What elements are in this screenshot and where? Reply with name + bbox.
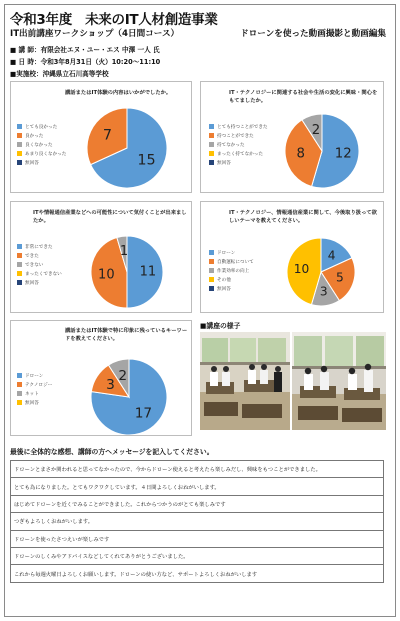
pie-chart-5 (91, 359, 167, 435)
survey-card-2 (200, 81, 384, 193)
course-name: IT出前講座ワークショップ（4日間コース） (10, 29, 180, 39)
legend-item (17, 260, 62, 269)
legend-swatch (209, 133, 214, 138)
legend-item (17, 158, 66, 167)
pie-value-label: 10 (293, 262, 310, 277)
comment-row: ドローンとまさか関われると思ってなかったので、今からドローン使えると考えたら楽しみだし、興味をもつことができました。 (11, 461, 383, 478)
legend-label: テクノロジー (25, 382, 53, 388)
pie-value-label: 5 (336, 270, 344, 285)
legend-swatch (209, 124, 214, 129)
legend-swatch (209, 277, 214, 282)
pie-value-label: 3 (319, 284, 328, 299)
comment-row: これから毎週火曜日よろしくお願いします。ドローンの使い方など、サポートよろしくおねがいします (11, 565, 383, 582)
legend-swatch (17, 280, 22, 285)
legend-label: できた (25, 253, 39, 259)
pie-value-label: 7 (102, 127, 113, 144)
pie-value-label: 11 (139, 264, 157, 280)
legend-swatch (17, 142, 22, 147)
legend-label: 良かった (25, 133, 44, 139)
legend-item (17, 389, 52, 398)
legend-item (17, 140, 66, 149)
legend-label: ドローン (217, 250, 236, 256)
legend-item (17, 251, 62, 260)
legend-swatch (209, 142, 214, 147)
legend-item (209, 284, 254, 293)
pie-chart-1 (87, 108, 167, 188)
legend-swatch (17, 133, 22, 138)
photos-heading: ■講座の様子 (200, 322, 241, 330)
comment-row: ドローンを使ったさつえいが楽しみです (11, 531, 383, 548)
legend-swatch (209, 286, 214, 291)
legend-swatch (17, 400, 22, 405)
legend-label: 自動運転について (217, 259, 254, 265)
legend-2 (209, 122, 268, 167)
legend-label: ネット (25, 391, 39, 397)
survey-question-5: 講話またはIT体験で特に印象に残っているキーワードを教えてください。 (65, 328, 188, 343)
legend-swatch (209, 268, 214, 273)
classroom-photo-2 (292, 332, 386, 430)
legend-swatch (17, 382, 22, 387)
pie-chart-3 (91, 236, 163, 308)
legend-swatch (17, 160, 22, 165)
legend-label: 持つことができた (217, 133, 254, 139)
legend-swatch (17, 262, 22, 267)
legend-item (17, 278, 62, 287)
legend-swatch (17, 271, 22, 276)
legend-5 (17, 371, 52, 407)
pie-value-label: 3 (106, 377, 115, 394)
pie-value-label: 12 (334, 146, 352, 162)
legend-label: ドローン (25, 373, 44, 379)
survey-card-5 (10, 320, 192, 436)
survey-question-3: ITや情報通信産業などへの可能性について気付くことが出来ましたか。 (33, 210, 187, 225)
pie-value-label: 2 (118, 367, 128, 384)
course-theme: ドローンを使った動画撮影と動画編集 (240, 29, 386, 39)
legend-label: 無回答 (25, 400, 39, 406)
legend-item (209, 257, 254, 266)
legend-label: 良くなかった (25, 142, 53, 148)
course-line (10, 27, 386, 39)
survey-question-4: IT・テクノロジー、情報通信産業に関して、今後取り扱って欲しいテーマを教えてください。 (229, 210, 377, 225)
legend-1 (17, 122, 66, 167)
legend-swatch (17, 391, 22, 396)
legend-label: その他 (217, 277, 231, 283)
legend-label: 作業効率の向上 (217, 268, 250, 274)
legend-swatch (17, 151, 22, 156)
legend-label: 持てなかった (217, 142, 245, 148)
legend-swatch (17, 124, 22, 129)
legend-item (17, 380, 52, 389)
legend-label: 無回答 (217, 160, 231, 166)
pie-value-label: 15 (137, 152, 156, 169)
school-line: ■実施校：沖縄県立石川高等学校 (10, 70, 109, 78)
pie-value-label: 2 (311, 122, 321, 138)
pie-value-label: 17 (134, 405, 153, 422)
legend-swatch (209, 259, 214, 264)
legend-3 (17, 242, 62, 287)
classroom-photo-1 (200, 332, 290, 430)
legend-item (209, 122, 268, 131)
legend-swatch (209, 151, 214, 156)
comment-row: はじめてドローンを近くでみることができました。これからつかうのがとても楽しみです (11, 496, 383, 513)
legend-label: 無回答 (25, 160, 39, 166)
legend-label: あまり良くなかった (25, 151, 67, 157)
pie-chart-4 (287, 238, 355, 306)
legend-label: 無回答 (217, 286, 231, 292)
comment-row: とても為になりました。とてもワクワクしています。４日間よろしくおねがいします。 (11, 478, 383, 495)
legend-item (209, 131, 268, 140)
pie-value-label: 4 (327, 248, 336, 263)
legend-label: 非常にできた (25, 244, 53, 250)
pie-value-label: 10 (98, 267, 115, 283)
legend-label: とても良かった (25, 124, 58, 130)
comments-heading: 最後に全体的な感想、講師の方へメッセージを記入してください。 (10, 448, 214, 456)
date-line: ■ 日 時：令和3年8月31日（火）10:20～11:10 (10, 58, 161, 66)
legend-item (17, 149, 66, 158)
legend-label: まったくできない (25, 271, 62, 277)
legend-item (17, 122, 66, 131)
survey-question-1: 講話またはIT体験の内容はいかがでしたか。 (65, 90, 172, 96)
pie-chart-2 (285, 114, 359, 188)
legend-label: 無回答 (25, 280, 39, 286)
legend-item (17, 371, 52, 380)
comment-row: ドローンのしくみやアドバイスなどしてくれてありがとうございました。 (11, 548, 383, 565)
comment-row: つぎもよろしくおねがいします。 (11, 513, 383, 530)
legend-4 (209, 248, 254, 293)
legend-item (209, 248, 254, 257)
comments-table (10, 460, 384, 583)
legend-swatch (17, 253, 22, 258)
survey-question-2: IT・テクノロジーに関連する社会や生活の変化に興味・関心をもてましたか。 (229, 90, 378, 105)
pie-value-label: 1 (119, 243, 129, 259)
legend-item (17, 242, 62, 251)
legend-swatch (209, 160, 214, 165)
legend-item (209, 140, 268, 149)
legend-swatch (17, 244, 22, 249)
legend-item (209, 158, 268, 167)
legend-label: まったく持てなかった (217, 151, 263, 157)
legend-item (17, 131, 66, 140)
survey-card-3 (10, 201, 192, 313)
legend-item (209, 275, 254, 284)
legend-swatch (209, 250, 214, 255)
legend-label: できない (25, 262, 44, 268)
legend-swatch (17, 373, 22, 378)
legend-label: とても持つことができた (217, 124, 268, 130)
pie-value-label: 8 (296, 146, 305, 162)
lecturer-line: ■ 講 師：有限会社エヌ・ユー・エス 中澤 一人 氏 (10, 46, 160, 54)
legend-item (17, 398, 52, 407)
survey-card-4 (200, 201, 384, 313)
survey-card-1 (10, 81, 192, 193)
legend-item (209, 149, 268, 158)
page-title: 令和3年度 未来のIT人材創造事業 (10, 12, 218, 28)
legend-item (17, 269, 62, 278)
legend-item (209, 266, 254, 275)
